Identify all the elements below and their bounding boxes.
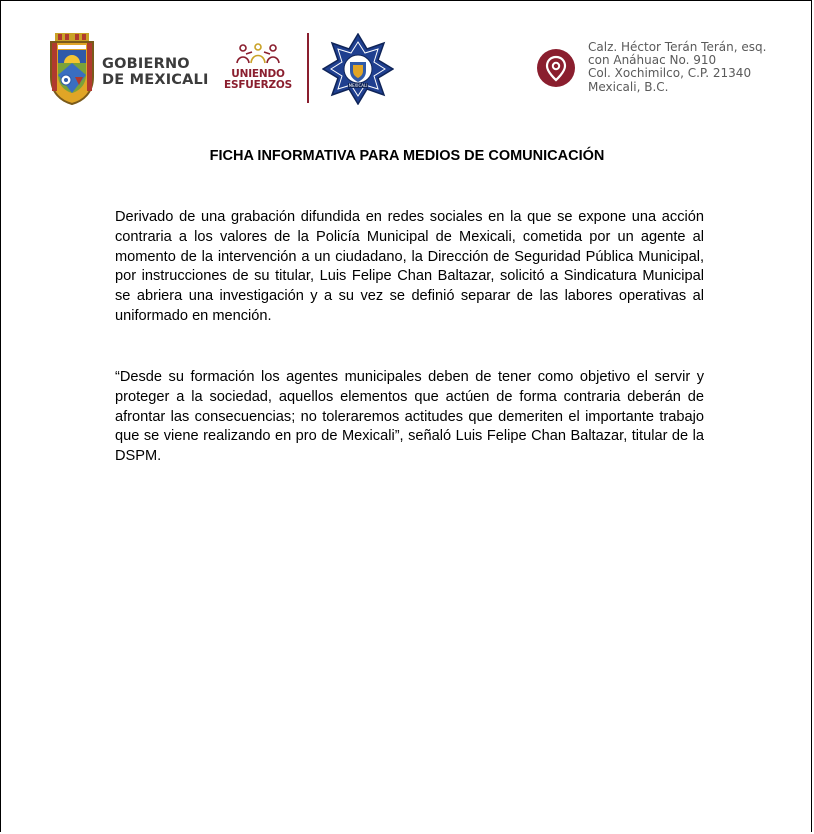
address-block xyxy=(588,41,766,94)
address-line4: Mexicali, B.C. xyxy=(588,79,669,94)
government-name-line2: DE MEXICALI xyxy=(102,72,209,88)
address-line3: Col. Xochimilco, C.P. 21340 xyxy=(588,66,752,81)
government-name xyxy=(102,56,209,88)
government-name-line1: GOBIERNO xyxy=(102,56,190,72)
campaign-slogan xyxy=(223,69,293,91)
letterhead xyxy=(1,1,812,121)
document-title: FICHA INFORMATIVA PARA MEDIOS DE COMUNICACIÓN xyxy=(209,148,605,164)
address-line1: Calz. Héctor Terán Terán, esq. xyxy=(588,40,767,54)
police-badge-text: MEXICALI xyxy=(348,83,368,88)
header-divider xyxy=(307,33,309,103)
police-star-badge-icon xyxy=(322,33,394,105)
campaign-slogan-line1: UNIENDO xyxy=(231,68,285,80)
paragraph-1: Derivado de una grabación difundida en redes sociales en la que se expone una acción contraria a los valores de la Policía Municipal de Mexicali, cometida por un agente al momento de la intervención a un ciudadano, la Dirección de Seguridad Pública Municipal, por instrucciones de su titular, Luis Felipe Chan Baltazar, solicitó a Sindicatura Municipal se abriera una investigación y a su vez se definió separar de las labores operativas al uniformado en mención. xyxy=(115,209,704,324)
location-pin-icon xyxy=(536,48,576,88)
people-group-icon xyxy=(235,43,281,65)
address-line2: con Anáhuac No. 910 xyxy=(588,53,717,68)
uniendo-esfuerzos-logo xyxy=(223,43,293,99)
campaign-slogan-line2: ESFUERZOS xyxy=(224,79,292,91)
mexicali-coat-of-arms-icon xyxy=(49,33,95,105)
paragraph-2: “Desde su formación los agentes municipales deben de tener como objetivo el servir y proteger a la sociedad, aquellos elementos que actúen de forma contraria deberán de afrontar las consecuencias; no toleraremos actitudes que demeriten el importante trabajo que se viene realizando en pro de Mexicali”, señaló Luis Felipe Chan Baltazar, titular de la DSPM. xyxy=(115,369,704,465)
